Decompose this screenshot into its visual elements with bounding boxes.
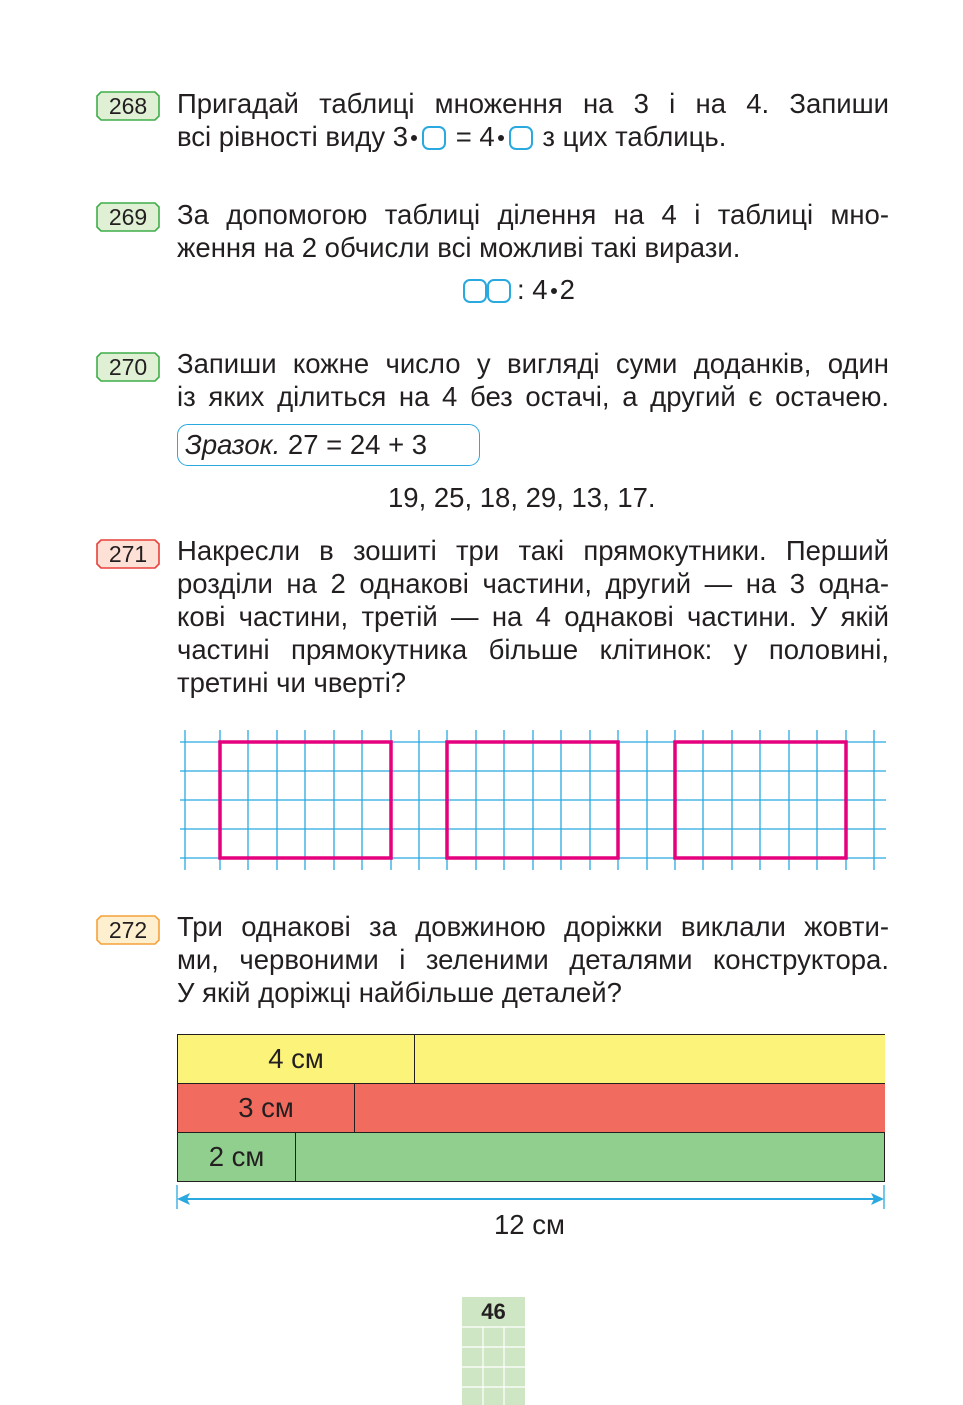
grid-rectangles-figure (175, 730, 891, 870)
expression-part: : 4 (517, 274, 548, 305)
text-line: частині прямокутника більше клітинок: у половині, (177, 634, 889, 665)
text-line: У якій доріжці найбільше деталей? (177, 977, 622, 1008)
multiply-dot-icon (411, 135, 417, 141)
text-line: ми, червоними і зеленими деталями конструктора. (177, 944, 889, 975)
text-line: Пригадай таблиці множення на 3 і на 4. Запиши (177, 88, 889, 119)
grid-lines (180, 730, 886, 870)
text-line: третині чи чверті? (177, 667, 407, 698)
equation-part: з цих таблиць. (534, 121, 727, 152)
task-number-271 (96, 539, 160, 569)
task-270-text (177, 347, 889, 413)
text-line: Запиши кожне число у вигляді суми доданків, один (177, 348, 889, 379)
text-line: ження на 2 обчисли всі можливі такі вирази. (177, 232, 741, 263)
total-length: 12 см (494, 1209, 565, 1240)
blank-box-icon (487, 279, 511, 303)
task-number-label: 271 (108, 541, 148, 567)
page-number: 46 (481, 1299, 506, 1324)
task-271-text (177, 534, 889, 699)
task-number-label: 268 (108, 93, 148, 119)
piece-length: 2 см (208, 1141, 265, 1172)
task-number-label: 272 (108, 917, 148, 943)
number-list: 19, 25, 18, 29, 13, 17. (388, 482, 656, 513)
piece-length: 3 см (238, 1092, 294, 1123)
red-track (177, 1083, 885, 1132)
red-piece (178, 1084, 355, 1132)
text-line: із яких ділиться на 4 без остачі, а другий є остачею. (177, 381, 889, 412)
task-number-label: 270 (108, 354, 148, 380)
sample-box (177, 424, 480, 466)
text-line: Накресли в зошиті три такі прямокутники. Перший (177, 535, 889, 566)
page-number-box (462, 1297, 525, 1405)
task-269-text (177, 198, 889, 264)
piece-length: 4 см (268, 1043, 324, 1074)
yellow-piece (178, 1035, 415, 1083)
multiply-dot-icon (498, 135, 504, 141)
task-number-269 (96, 202, 160, 232)
equation-line (177, 120, 889, 153)
multiply-dot-icon (551, 288, 557, 294)
text-line: розділи на 2 однакові частини, другий — на 3 одна- (177, 568, 889, 599)
blank-box-icon (422, 126, 446, 150)
equation-part: всі рівності виду 3 (177, 121, 409, 152)
task-268-text (177, 87, 889, 153)
sample-label: Зразок. (185, 429, 281, 460)
task-number-270 (96, 352, 160, 382)
equation-part: = 4 (448, 121, 495, 152)
text-line: Три однакові за довжиною доріжки виклали жовти- (177, 911, 889, 942)
task-number-268 (96, 91, 160, 121)
green-piece (178, 1133, 296, 1181)
sample-equation: 27 = 24 + 3 (287, 429, 428, 460)
blank-box-icon (463, 279, 487, 303)
green-track (177, 1132, 885, 1182)
blank-box-icon (509, 126, 533, 150)
text-line: За допомогою таблиці ділення на 4 і таблиці мно- (177, 199, 889, 230)
task-269-expression (463, 273, 575, 306)
task-272-text (177, 910, 889, 1009)
text-line: кові частини, третій — на 4 однакові частини. У якій (177, 601, 889, 632)
task-number-label: 269 (108, 204, 148, 230)
expression-part: 2 (559, 274, 575, 305)
task-number-272 (96, 915, 160, 945)
yellow-track (177, 1034, 885, 1083)
